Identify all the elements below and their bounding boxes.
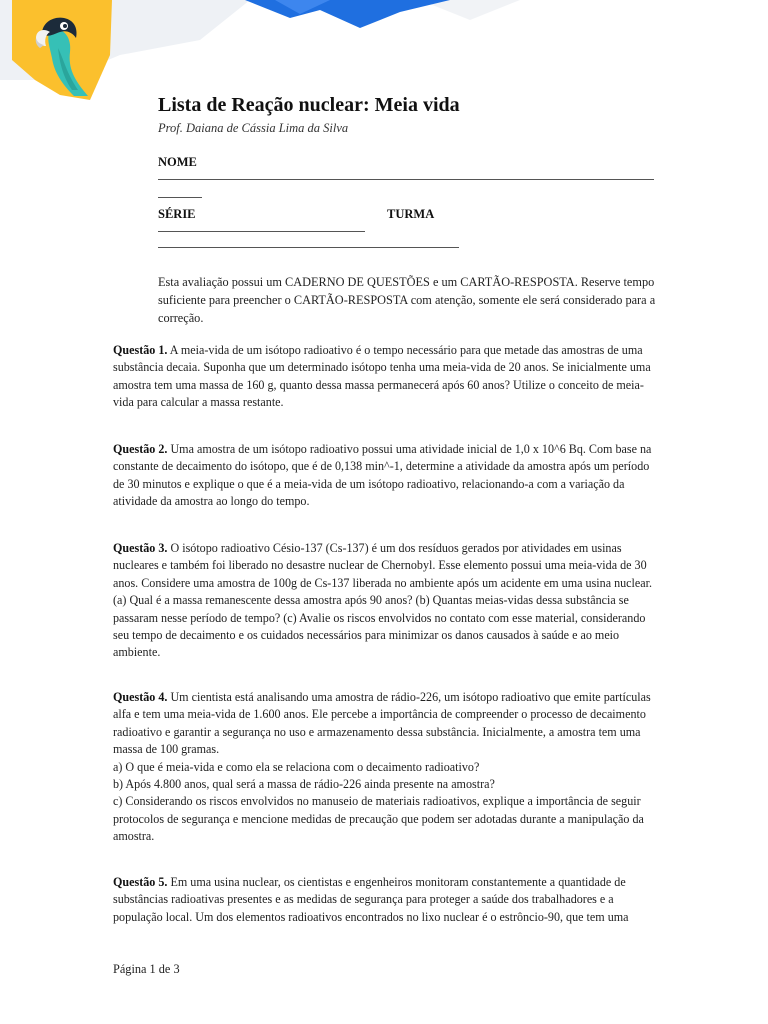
class-label: TURMA: [387, 207, 435, 221]
question-item: a) O que é meia-vida e como ela se relaciona com o decaimento radioativo?: [113, 759, 480, 774]
question-1: [113, 342, 653, 412]
question-label: Questão 4.: [113, 690, 168, 704]
name-label: NOME: [158, 155, 197, 169]
question-item: c) Considerando os riscos envolvidos no manuseio de materiais radioativos, explique a importância de seguir protocolos de segurança e mencione medidas de precaução que podem ser adotadas durante a manipulação da amostra.: [113, 794, 644, 844]
question-text: Uma amostra de um isótopo radioativo possui uma atividade inicial de 1,0 x 10^6 Bq. Com base na constante de decaimento do isótopo, que é de 0,138 min^-1, determine a atividade da amostra após um período de 30 minutos e explique o que é a meia-vida de um isótopo radioativo, relacionando-a com a variação da atividade da amostra ao longo do tempo.: [113, 442, 652, 509]
series-line[interactable]: [158, 231, 365, 232]
question-text: Um cientista está analisando uma amostra de rádio-226, um isótopo radioativo que emite partículas alfa e tem uma meia-vida de 1.600 anos. Ele percebe a importância de compreender o processo de decaimento radioativo e garantir a segurança no uso e armazenamento dessa substância. Inicialmente, a amostra tem uma massa de 100 gramas.: [113, 690, 651, 757]
class-line[interactable]: [158, 247, 459, 248]
page-number: Página 1 de 3: [113, 962, 180, 976]
question-text: A meia-vida de um isótopo radioativo é o tempo necessário para que metade das amostras de uma substância decaia. Suponha que um determinado isótopo tenha uma meia-vida de 20 anos. Se inicialmente uma amostra tem uma massa de 160 g, quanto dessa massa permanecerá após 60 anos? Utilize o conceito de meia-vida para calcular a massa restante.: [113, 343, 651, 410]
question-2: [113, 441, 653, 511]
question-item: b) Após 4.800 anos, qual será a massa de rádio-226 ainda presente na amostra?: [113, 777, 495, 792]
question-label: Questão 1.: [113, 343, 168, 357]
name-line[interactable]: [158, 179, 654, 180]
question-4: [113, 689, 653, 846]
question-label: Questão 2.: [113, 442, 168, 456]
author-name: Prof. Daiana de Cássia Lima da Silva: [158, 121, 349, 135]
series-label: SÉRIE: [158, 207, 196, 221]
question-label: Questão 5.: [113, 875, 168, 889]
name-line-continued[interactable]: [158, 197, 202, 198]
page-title: Lista de Reação nuclear: Meia vida: [158, 94, 460, 116]
instructions-paragraph: Esta avaliação possui um CADERNO DE QUESTÕES e um CARTÃO-RESPOSTA. Reserve tempo suficiente para preencher o CARTÃO-RESPOSTA com atenção, somente ele será considerado para a correção.: [158, 275, 656, 325]
question-3: [113, 540, 653, 662]
question-text: O isótopo radioativo Césio-137 (Cs-137) é um dos resíduos gerados por atividades em usinas nucleares e também foi liberado no desastre nuclear de Chernobyl. Esse elemento possui uma meia-vida de 30 anos. Considere uma amostra de 100g de Cs-137 liberada no ambiente após um acidente em uma usina nuclear. (a) Qual é a massa remanescente dessa amostra após 90 anos? (b) Quantas meias-vidas dessa substância se passaram nesse período de tempo? (c) Avalie os riscos envolvidos no contato com esse material, considerando seu tempo de decaimento e os cuidados necessários para minimizar os danos causados à saúde e ao meio ambiente.: [113, 541, 653, 660]
question-label: Questão 3.: [113, 541, 168, 555]
question-5: [113, 874, 653, 926]
question-text: Em uma usina nuclear, os cientistas e engenheiros monitoram constantemente a quantidade de substâncias radioativas presentes e as medidas de segurança para proteger a saúde dos trabalhadores e a população local. Um dos elementos radioativos encontrados no lixo nuclear é o estrôncio-90, que tem uma: [113, 875, 629, 924]
